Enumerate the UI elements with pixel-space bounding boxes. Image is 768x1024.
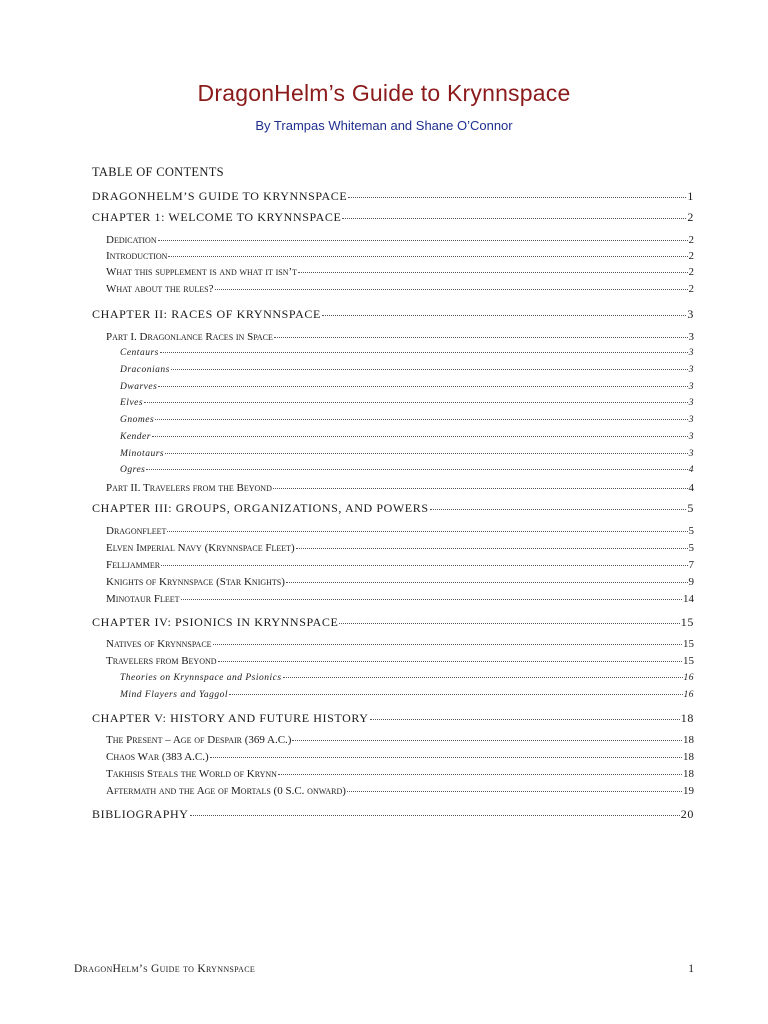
toc-entry-page: 15 xyxy=(683,638,694,650)
toc-entry-page: 3 xyxy=(688,432,694,442)
dot-leader xyxy=(155,419,688,420)
dot-leader xyxy=(278,774,682,775)
toc-entry-label: CHAPTER III: GROUPS, ORGANIZATIONS, AND POWERS xyxy=(92,501,429,515)
toc-entry[interactable] xyxy=(106,234,694,246)
toc-entry-label: Ogres xyxy=(120,465,146,475)
toc-entry-page: 3 xyxy=(688,331,694,343)
toc-entry-page: 18 xyxy=(683,734,694,746)
toc-entry-page: 3 xyxy=(688,398,694,408)
dot-leader xyxy=(190,815,680,816)
toc-entry[interactable] xyxy=(92,190,694,203)
toc-entry-page: 18 xyxy=(683,768,694,780)
toc-entry[interactable] xyxy=(106,576,694,588)
dot-leader xyxy=(296,548,688,549)
dot-leader xyxy=(168,256,687,257)
toc-entry-label: Dragonfleet xyxy=(106,525,167,537)
toc-entry[interactable] xyxy=(120,348,694,358)
toc-entry[interactable] xyxy=(92,502,694,515)
toc-heading: TABLE OF CONTENTS xyxy=(92,165,224,179)
toc-entry-page: 9 xyxy=(688,576,694,588)
dot-leader xyxy=(273,488,688,489)
toc-entry-label: Elven Imperial Navy (Krynnspace Fleet) xyxy=(106,542,295,554)
toc-entry-page: 16 xyxy=(683,673,694,683)
toc-entry-page: 3 xyxy=(688,449,694,459)
dot-leader xyxy=(229,694,683,695)
toc-entry-label: Part I. Dragonlance Races in Space xyxy=(106,331,273,343)
dot-leader xyxy=(322,315,687,316)
toc-entry[interactable] xyxy=(106,559,694,571)
toc-entry[interactable] xyxy=(106,542,694,554)
toc-entry[interactable] xyxy=(106,525,694,537)
toc-entry-label: Gnomes xyxy=(120,415,155,425)
toc-entry-label: Natives of Krynnspace xyxy=(106,638,212,650)
dot-leader xyxy=(213,644,682,645)
toc-entry[interactable] xyxy=(106,266,694,278)
document-title: DragonHelm’s Guide to Krynnspace xyxy=(197,80,571,106)
toc-entry-label: Aftermath and the Age of Mortals (0 S.C. onward) xyxy=(106,785,346,797)
toc-entry-page: 5 xyxy=(687,501,694,515)
dot-leader xyxy=(339,623,679,624)
toc-entry[interactable] xyxy=(106,751,694,763)
toc-entry-label: What this supplement is and what it isn’t xyxy=(106,266,298,278)
toc-entry-label: Minotaur Fleet xyxy=(106,593,180,605)
toc-entry-label: The Present – Age of Despair (369 A.C.) xyxy=(106,734,292,746)
dot-leader xyxy=(181,599,682,600)
toc-entry-label: Elves xyxy=(120,398,144,408)
dot-leader xyxy=(171,369,688,370)
toc-entry-page: 5 xyxy=(688,542,694,554)
toc-entry-label: Travelers from Beyond xyxy=(106,655,217,667)
toc-entry-label: DRAGONHELM’S GUIDE TO KRYNNSPACE xyxy=(92,189,348,203)
dot-leader xyxy=(161,565,687,566)
toc-entry-label: Chaos War (383 A.C.) xyxy=(106,751,209,763)
toc-entry-page: 2 xyxy=(687,210,694,224)
dot-leader xyxy=(348,197,686,198)
toc-entry[interactable] xyxy=(92,616,694,629)
toc-entry-label: Introduction xyxy=(106,250,168,262)
toc-entry[interactable] xyxy=(106,283,694,295)
dot-leader xyxy=(292,740,682,741)
dot-leader xyxy=(160,352,688,353)
toc-entry-label: Centaurs xyxy=(120,348,159,358)
dot-leader xyxy=(342,218,686,219)
toc-entry-page: 16 xyxy=(683,690,694,700)
dot-leader xyxy=(158,240,688,241)
toc-entry[interactable] xyxy=(92,308,694,321)
footer-title: DragonHelm’s Guide to Krynnspace xyxy=(74,963,256,975)
toc-entry-page: 4 xyxy=(688,465,694,475)
toc-entry-label: Draconians xyxy=(120,365,170,375)
dot-leader xyxy=(274,337,688,338)
toc-entry-label: Felljammer xyxy=(106,559,161,571)
toc-entry-page: 3 xyxy=(688,415,694,425)
toc-entry-page: 1 xyxy=(687,189,694,203)
toc-entry[interactable] xyxy=(120,365,694,375)
toc-entry[interactable] xyxy=(106,655,694,667)
toc-entry-label: Knights of Krynnspace (Star Knights) xyxy=(106,576,285,588)
dot-leader xyxy=(218,661,682,662)
toc-entry-page: 2 xyxy=(688,266,694,278)
toc-entry-label: CHAPTER IV: PSIONICS IN KRYNNSPACE xyxy=(92,615,339,629)
toc-entry-page: 3 xyxy=(688,348,694,358)
toc-entry[interactable] xyxy=(120,382,694,392)
toc-entry-page: 7 xyxy=(688,559,694,571)
toc-entry-label: What about the rules? xyxy=(106,283,214,295)
toc-entry[interactable] xyxy=(92,712,694,725)
dot-leader xyxy=(283,677,683,678)
toc-entry-page: 15 xyxy=(680,615,694,629)
toc-entry-label: CHAPTER V: HISTORY AND FUTURE HISTORY xyxy=(92,711,369,725)
dot-leader xyxy=(158,386,687,387)
toc-entry[interactable] xyxy=(120,465,694,475)
toc-entry-label: CHAPTER 1: WELCOME TO KRYNNSPACE xyxy=(92,210,342,224)
toc-entry[interactable] xyxy=(92,808,694,821)
toc-entry[interactable] xyxy=(92,211,694,224)
toc-entry-label: CHAPTER II: RACES OF KRYNNSPACE xyxy=(92,307,321,321)
dot-leader xyxy=(215,289,688,290)
toc-entry-page: 18 xyxy=(683,751,694,763)
dot-leader xyxy=(146,469,687,470)
toc-entry[interactable] xyxy=(106,785,694,797)
dot-leader xyxy=(144,402,688,403)
toc-entry-label: Part II. Travelers from the Beyond xyxy=(106,482,272,494)
toc-entry-page: 3 xyxy=(687,307,694,321)
toc-entry[interactable] xyxy=(120,690,694,700)
toc-entry-page: 19 xyxy=(683,785,694,797)
dot-leader xyxy=(298,272,687,273)
toc-entry[interactable] xyxy=(106,734,694,746)
toc-entry-label: Takhisis Steals the World of Krynn xyxy=(106,768,277,780)
toc-entry-label: Mind Flayers and Yaggol xyxy=(120,690,228,700)
toc-entry[interactable] xyxy=(106,250,694,262)
toc-entry[interactable] xyxy=(120,449,694,459)
toc-entry-label: Minotaurs xyxy=(120,449,165,459)
toc-entry-page: 2 xyxy=(688,250,694,262)
toc-entry-label: Dedication xyxy=(106,234,157,246)
toc-entry[interactable] xyxy=(120,432,694,442)
dot-leader xyxy=(152,436,688,437)
toc-entry[interactable] xyxy=(120,673,694,683)
toc-entry[interactable] xyxy=(106,593,694,605)
toc-entry-page: 2 xyxy=(688,283,694,295)
toc-entry-page: 2 xyxy=(688,234,694,246)
toc-entry-label: BIBLIOGRAPHY xyxy=(92,807,189,821)
toc-entry-label: Kender xyxy=(120,432,151,442)
dot-leader xyxy=(286,582,688,583)
document-byline: By Trampas Whiteman and Shane O’Connor xyxy=(255,118,513,133)
dot-leader xyxy=(165,453,688,454)
dot-leader xyxy=(347,791,682,792)
toc-entry[interactable] xyxy=(106,331,694,343)
page-footer xyxy=(74,963,694,975)
toc-entry-page: 15 xyxy=(683,655,694,667)
toc-entry[interactable] xyxy=(120,415,694,425)
toc-entry[interactable] xyxy=(106,638,694,650)
toc-entry-page: 20 xyxy=(680,807,694,821)
toc-entry[interactable] xyxy=(106,482,694,494)
toc-entry-label: Dwarves xyxy=(120,382,158,392)
toc-entry-page: 14 xyxy=(683,593,694,605)
toc-entry[interactable] xyxy=(106,768,694,780)
dot-leader xyxy=(167,531,687,532)
dot-leader xyxy=(210,757,682,758)
toc-entry-label: Theories on Krynnspace and Psionics xyxy=(120,673,282,683)
toc-entry[interactable] xyxy=(120,398,694,408)
toc-entry-page: 3 xyxy=(688,382,694,392)
toc-entry-page: 18 xyxy=(680,711,694,725)
toc-entry-page: 4 xyxy=(688,482,694,494)
toc-entry-page: 5 xyxy=(688,525,694,537)
dot-leader xyxy=(370,719,680,720)
dot-leader xyxy=(430,509,687,510)
footer-page-number: 1 xyxy=(688,963,694,975)
toc-entry-page: 3 xyxy=(688,365,694,375)
